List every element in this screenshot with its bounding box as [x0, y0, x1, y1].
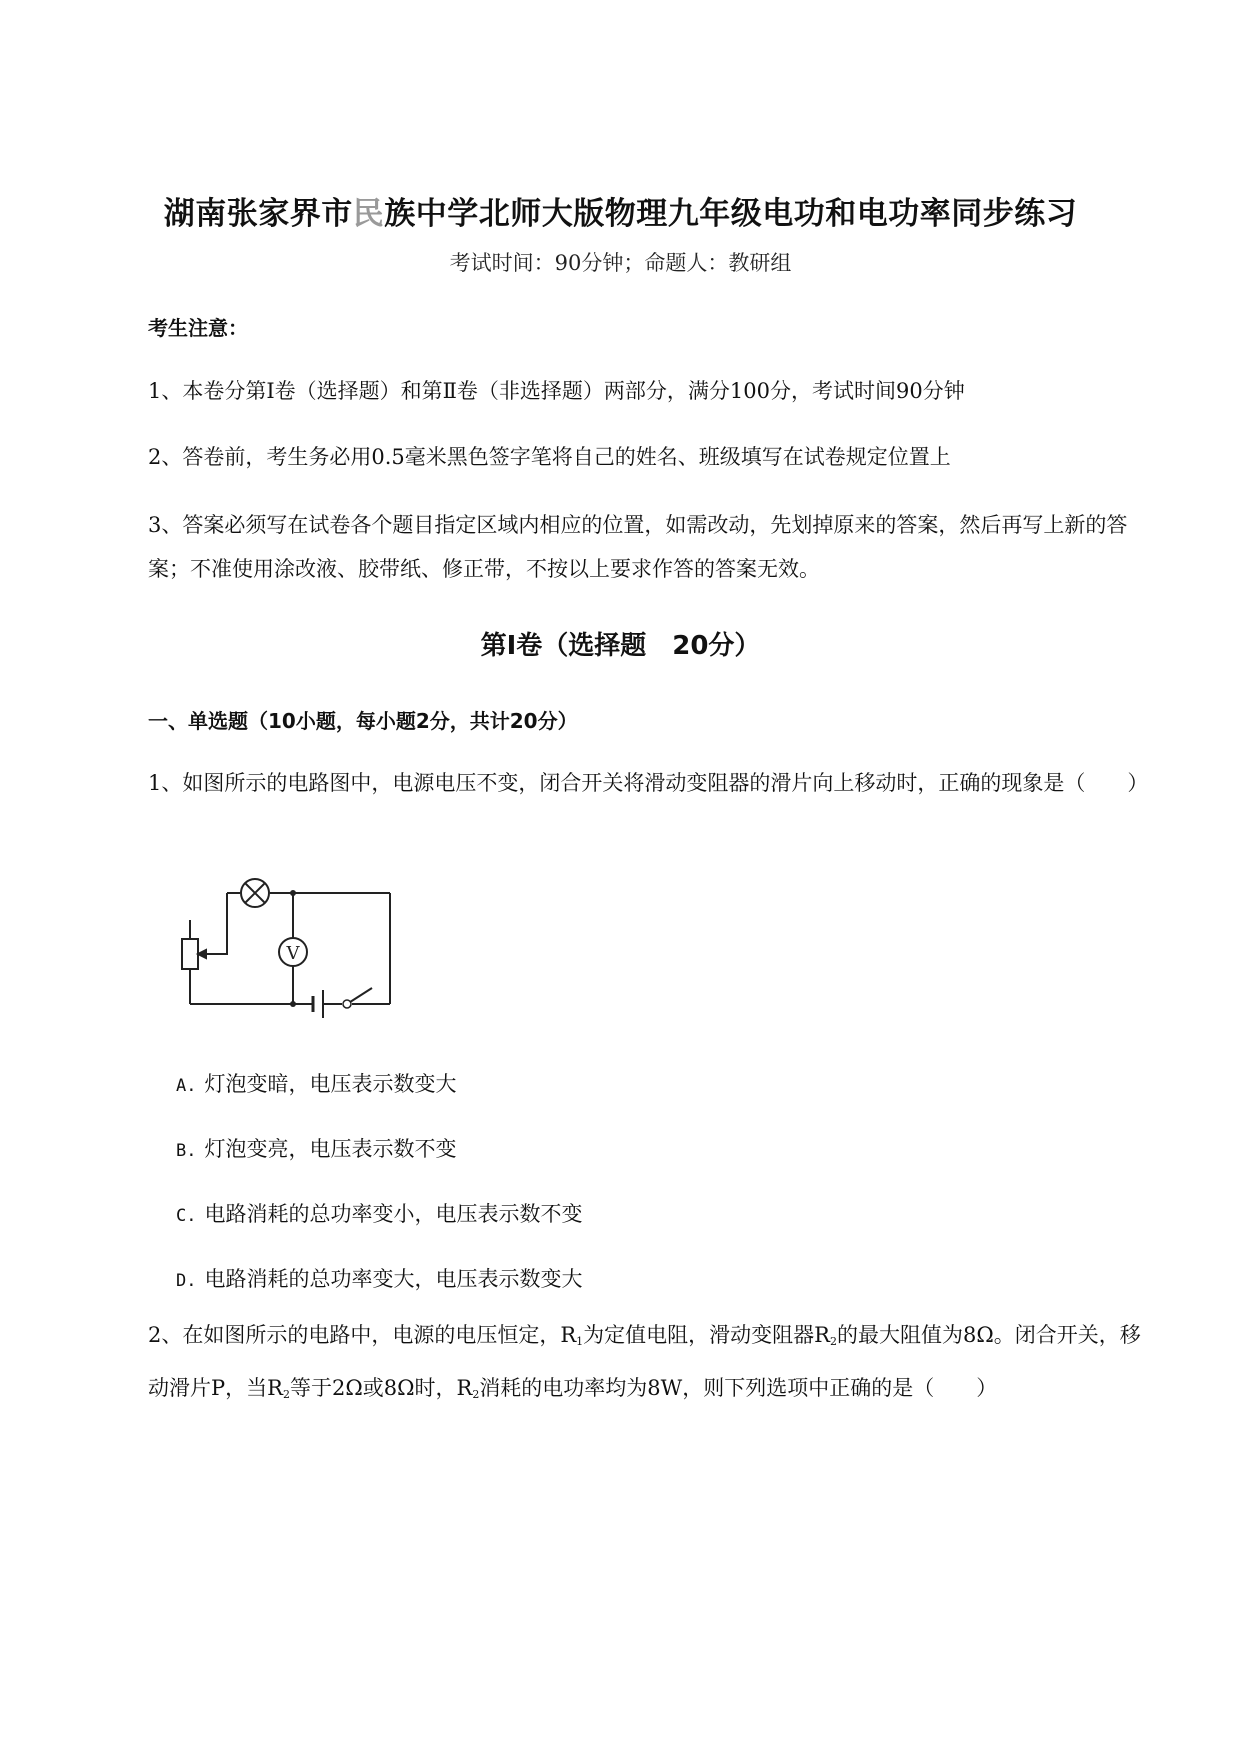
voltmeter-label: V — [286, 943, 300, 964]
option-text: 灯泡变暗，电压表示数变大 — [204, 1072, 457, 1096]
question-2-stem — [148, 1312, 1153, 1418]
rheostat-slider-wire — [202, 893, 227, 954]
notice-heading: 考生注意： — [148, 316, 248, 340]
q1-option-d[interactable] — [176, 1263, 582, 1293]
q2-text-2: 为定值电阻，滑动变阻器R — [583, 1323, 830, 1347]
notice-item-3: 3、答案必须写在试卷各个题目指定区域内相应的位置，如需改动，先划掉原来的答案，然后再写上新的答案；不准使用涂改液、胶带纸、修正带，不按以上要求作答的答案无效。 — [148, 513, 1128, 581]
junction-dot-bottom — [290, 1001, 296, 1007]
page-title — [0, 188, 1241, 233]
section-title: 第Ⅰ卷（选择题 20分） — [480, 631, 761, 661]
rheostat-slider-arrow — [198, 950, 206, 958]
exam-subtitle: 考试时间：90分钟；命题人：教研组 — [449, 251, 792, 275]
notice-item-1: 1、本卷分第Ⅰ卷（选择题）和第Ⅱ卷（非选择题）两部分，满分100分，考试时间90分钟 — [148, 379, 965, 403]
q1-option-b[interactable] — [176, 1133, 456, 1163]
q2-sub-4: 2 — [472, 1388, 480, 1401]
option-text: 电路消耗的总功率变大，电压表示数变大 — [204, 1267, 583, 1291]
q2-text-5: 消耗的电功率均为8W，则下列选项中正确的是（ ） — [479, 1376, 998, 1400]
switch-contact — [343, 1000, 351, 1008]
q2-sub-3: 2 — [282, 1388, 290, 1401]
q2-text-1: 2、在如图所示的电路中，电源的电压恒定，R — [148, 1323, 577, 1347]
rheostat — [182, 939, 198, 969]
q2-sub-2: 2 — [829, 1335, 837, 1348]
q1-circuit-diagram — [175, 880, 405, 1030]
part-heading: 一、单选题（10小题，每小题2分，共计20分） — [148, 709, 578, 733]
title-faded-char: 民 — [352, 196, 385, 232]
option-label: B. — [176, 1141, 197, 1161]
option-label: A. — [176, 1076, 197, 1096]
q2-text-4: 等于2Ω或8Ω时，R — [289, 1376, 473, 1400]
title-part-1: 湖南张家界市 — [163, 196, 353, 232]
notice-item-2: 2、答卷前，考生务必用0.5毫米黑色签字笔将自己的姓名、班级填写在试卷规定位置上 — [148, 445, 951, 469]
question-1-stem: 1、如图所示的电路图中，电源电压不变，闭合开关将滑动变阻器的滑片向上移动时，正确的现象是（ ） — [148, 771, 1149, 795]
option-text: 电路消耗的总功率变小，电压表示数不变 — [204, 1202, 583, 1226]
option-text: 灯泡变亮，电压表示数不变 — [204, 1137, 457, 1161]
q1-option-a[interactable] — [176, 1068, 456, 1098]
q1-option-c[interactable] — [176, 1198, 582, 1228]
q2-sub-1: 1 — [576, 1335, 584, 1348]
option-label: C. — [176, 1206, 197, 1226]
option-label: D. — [176, 1271, 197, 1291]
junction-dot-top — [290, 890, 296, 896]
q2-text-3: 的最大阻值为8Ω。闭合开关，移动滑片P，当R — [148, 1323, 1141, 1400]
title-part-2: 族中学北师大版物理九年级电功和电功率同步练习 — [384, 196, 1078, 232]
